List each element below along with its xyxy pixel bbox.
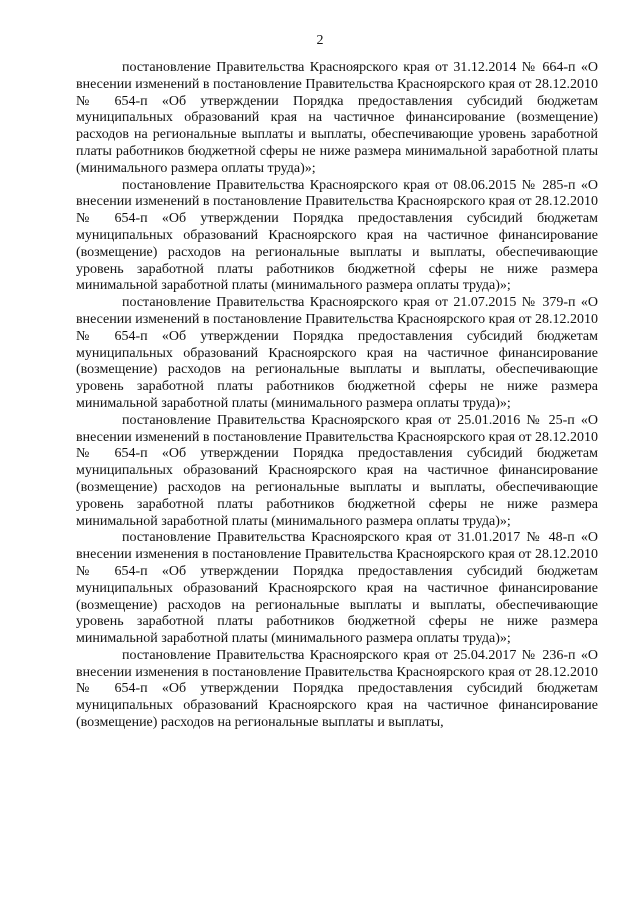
document-body [76,60,598,732]
page-number: 2 [316,33,324,48]
paragraph-resolution-236: постановление Правительства Красноярского края от 25.04.2017 № 236-п «О внесении изменения в постановление Правительства Красноярского края от 28.12.2010 № 654-п «Об утверждении Порядка предоставления субсидий бюджетам муниципальных образований Красноярского края на частичное финансирование (возмещение) расходов на региональные выплаты и выплаты, [76,647,598,731]
paragraph-resolution-379: постановление Правительства Красноярского края от 21.07.2015 № 379-п «О внесении изменений в постановление Правительства Красноярского края от 28.12.2010 № 654-п «Об утверждении Порядка предоставления субсидий бюджетам муниципальных образований Красноярского края на частичное финансирование (возмещение) расходов на региональные выплаты и выплаты, обеспечивающие уровень заработной платы работников бюджетной сферы не ниже размера минимальной заработной платы (минимального размера оплаты труда)»; [76,295,598,411]
paragraph-resolution-664: постановление Правительства Красноярского края от 31.12.2014 № 664-п «О внесении изменений в постановление Правительства Красноярского края от 28.12.2010 № 654-п «Об утверждении Порядка предоставления субсидий бюджетам муниципальных образований края на частичное финансирование (возмещение) расходов на региональные выплаты и выплаты, обеспечивающие уровень заработной платы работников бюджетной сферы не ниже размера минимальной заработной платы (минимального размера оплаты труда)»; [76,60,598,176]
paragraph-resolution-48: постановление Правительства Красноярского края от 31.01.2017 № 48-п «О внесении изменения в постановление Правительства Красноярского края от 28.12.2010 № 654-п «Об утверждении Порядка предоставления субсидий бюджетам муниципальных образований Красноярского края на частичное финансирование (возмещение) расходов на региональные выплаты и выплаты, обеспечивающие уровень заработной платы работников бюджетной сферы не ниже размера минимальной заработной платы (минимального размера оплаты труда)»; [76,530,598,647]
paragraph-resolution-285: постановление Правительства Красноярского края от 08.06.2015 № 285-п «О внесении изменений в постановление Правительства Красноярского края от 28.12.2010 № 654-п «Об утверждении Порядка предоставления субсидий бюджетам муниципальных образований Красноярского края на частичное финансирование (возмещение) расходов на региональные выплаты и выплаты, обеспечивающие уровень заработной платы работников бюджетной сферы не ниже размера минимальной заработной платы (минимального размера оплаты труда)»; [76,177,598,294]
paragraph-resolution-25: постановление Правительства Красноярского края от 25.01.2016 № 25-п «О внесении изменений в постановление Правительства Красноярского края от 28.12.2010 № 654-п «Об утверждении Порядка предоставления субсидий бюджетам муниципальных образований Красноярского края на частичное финансирование (возмещение) расходов на региональные выплаты и выплаты, обеспечивающие уровень заработной платы работников бюджетной сферы не ниже размера минимальной заработной платы (минимального размера оплаты труда)»; [76,412,598,529]
